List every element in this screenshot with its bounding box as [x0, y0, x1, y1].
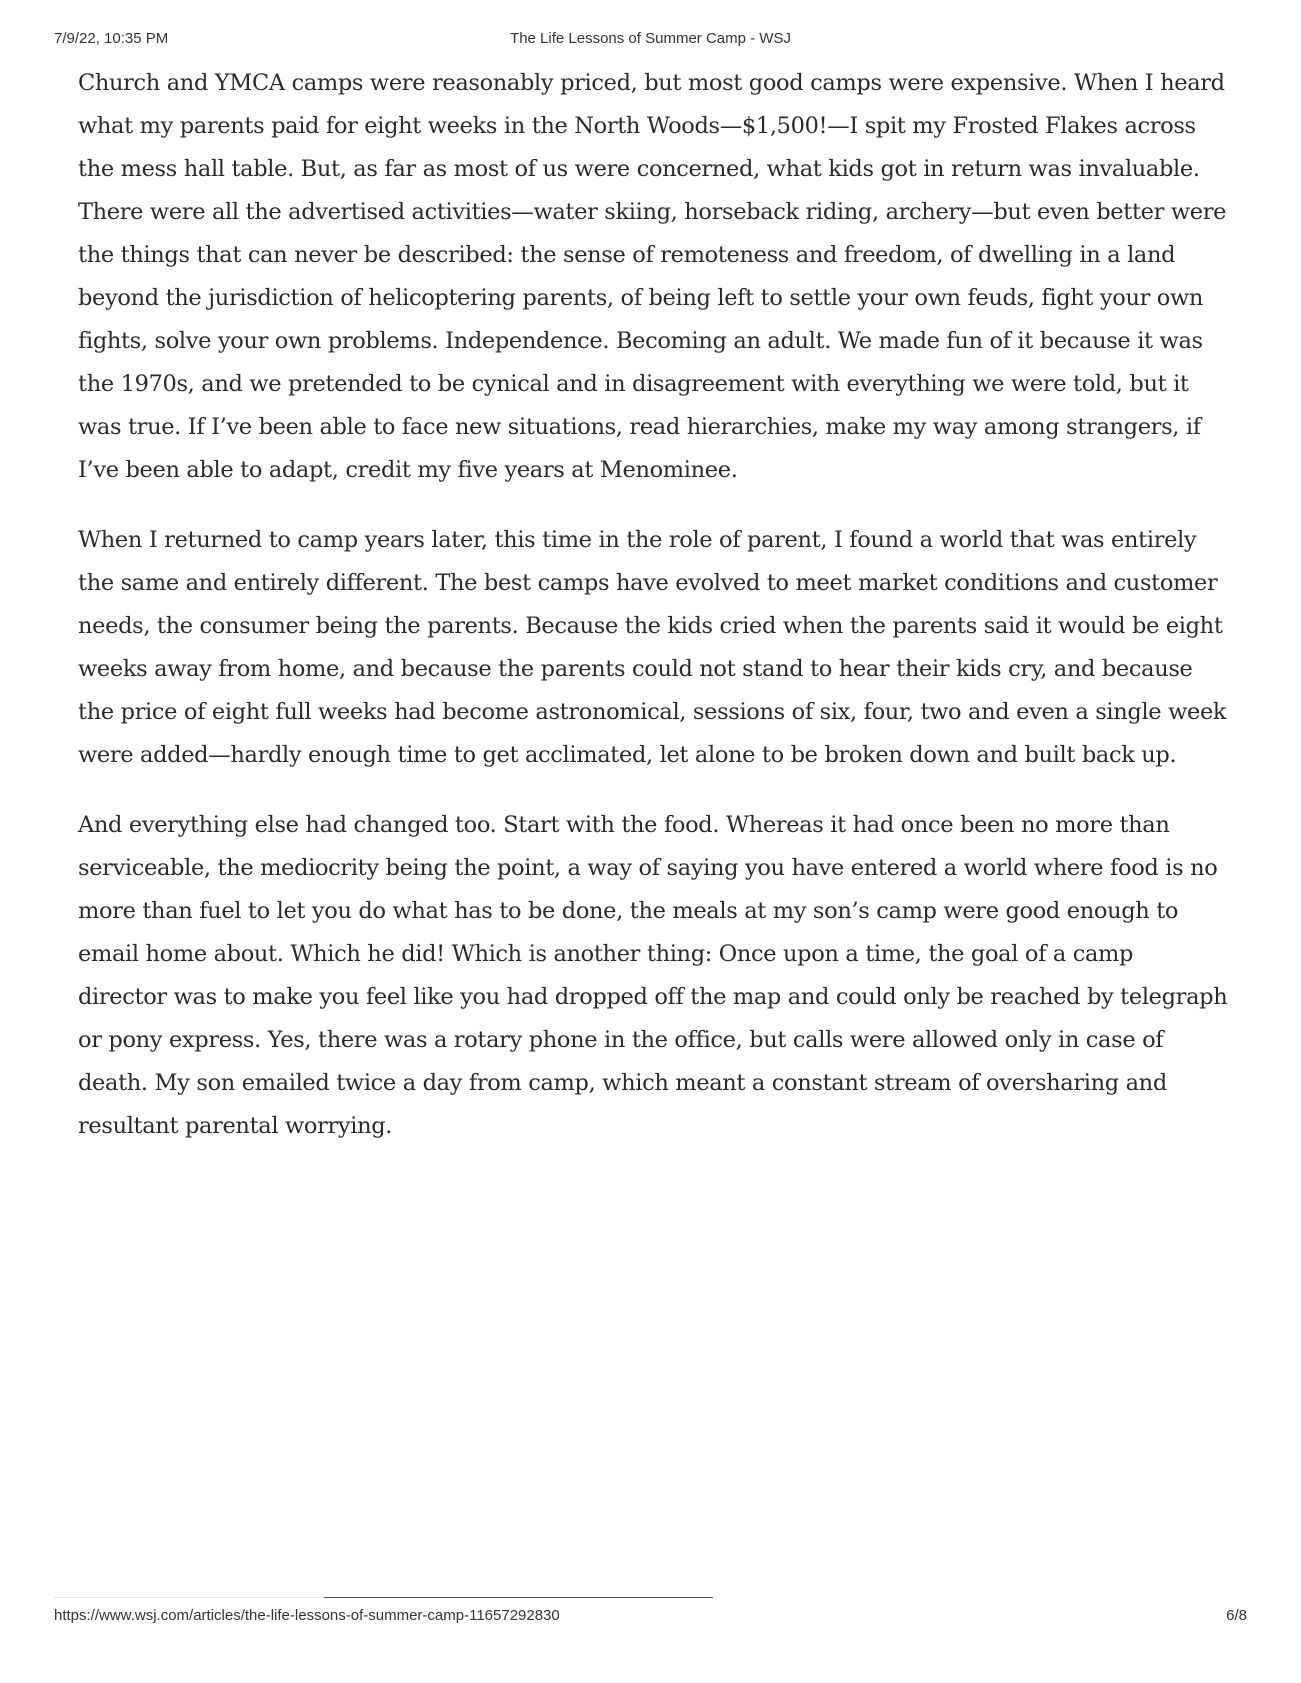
footer-divider	[324, 1597, 713, 1598]
article-paragraph: And everything else had changed too. Start with the food. Whereas it had once been no more than serviceable, the mediocrity being the point, a way of saying you have entered a world where food is no more than fuel to let you do what has to be done, the meals at my son’s camp were good enough to email home about. Which he did! Which is another thing: Once upon a time, the goal of a camp director was to make you feel like you had dropped off the map and could only be reached by telegraph or pony express. Yes, there was a rotary phone in the office, but calls were allowed only in case of death. My son emailed twice a day from camp, which meant a constant stream of oversharing and resultant parental worrying.	[78, 812, 1228, 1139]
footer-divider-light	[54, 1597, 324, 1598]
print-footer	[54, 1607, 1247, 1631]
article-paragraph: Church and YMCA camps were reasonably priced, but most good camps were expensive. When I heard what my parents paid for eight weeks in the North Woods—$1,500!—I spit my Frosted Flakes across the mess hall table. But, as far as most of us were concerned, what kids got in return was invaluable. There were all the advertised activities—water skiing, horseback riding, archery—but even better were the things that can never be described: the sense of remoteness and freedom, of dwelling in a land beyond the jurisdiction of helicoptering parents, of being left to settle your own feuds, fight your own fights, solve your own problems. Independence. Becoming an adult. We made fun of it because it was the 1970s, and we pretended to be cynical and in disagreement with everything we were told, but it was true. If I’ve been able to face new situations, read hierarchies, make my way among strangers, if I’ve been able to adapt, credit my five years at Menominee.	[78, 70, 1227, 483]
page-url[interactable]: https://www.wsj.com/articles/the-life-lessons-of-summer-camp-11657292830	[54, 1607, 560, 1624]
page-number: 6/8	[1226, 1607, 1247, 1624]
page-title: The Life Lessons of Summer Camp - WSJ	[510, 30, 791, 47]
print-header	[54, 30, 1247, 54]
article-paragraph: When I returned to camp years later, this time in the role of parent, I found a world that was entirely the same and entirely different. The best camps have evolved to meet market conditions and customer needs, the consumer being the parents. Because the kids cried when the parents said it would be eight weeks away from home, and because the parents could not stand to hear their kids cry, and because the price of eight full weeks had become astronomical, sessions of six, four, two and even a single week were added—hardly enough time to get acclimated, let alone to be broken down and built back up.	[78, 527, 1227, 768]
article-body	[78, 62, 1228, 1175]
print-date: 7/9/22, 10:35 PM	[54, 30, 169, 47]
